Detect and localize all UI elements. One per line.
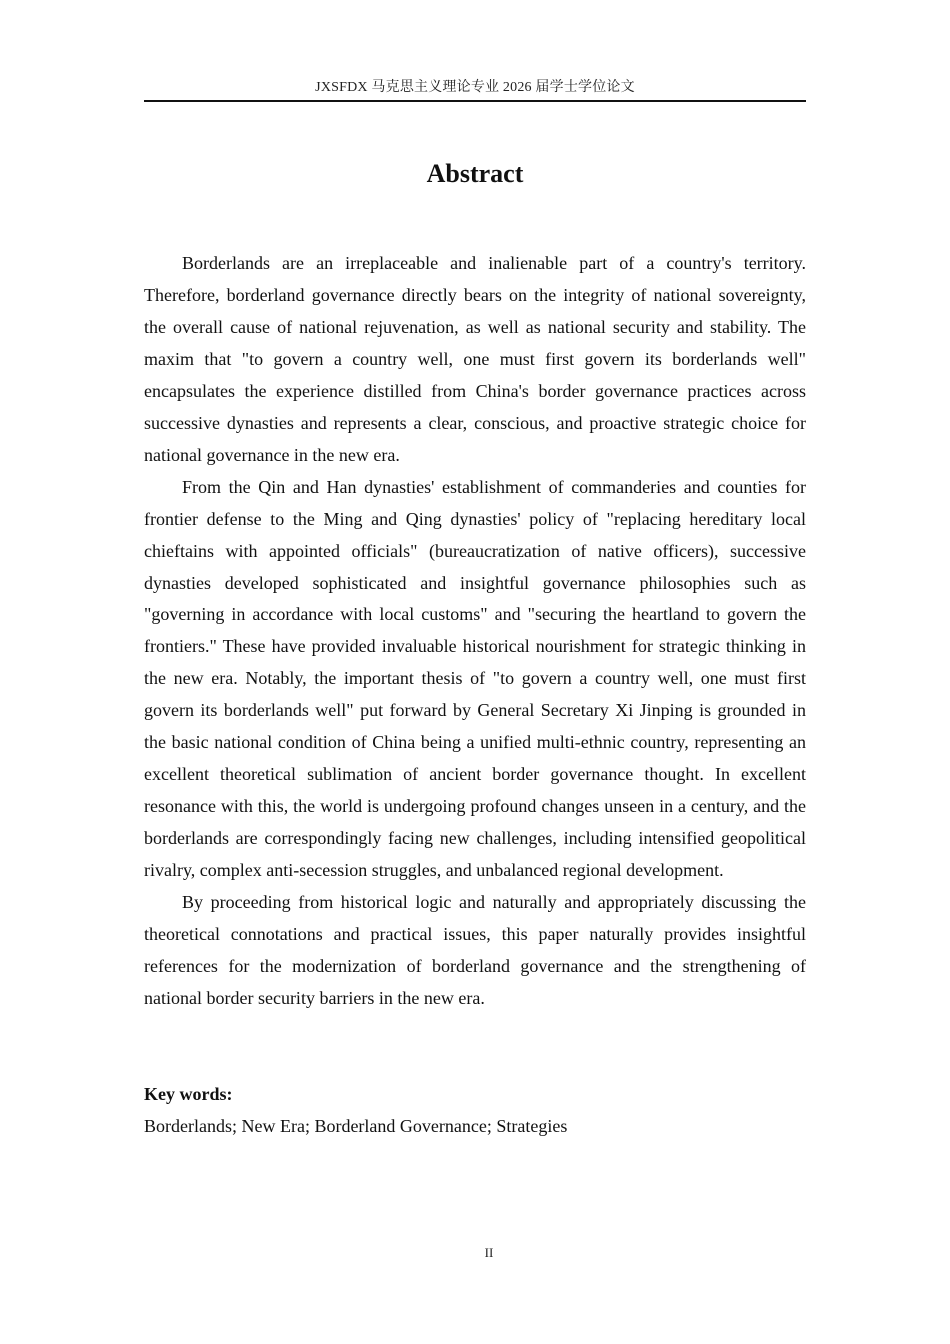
- abstract-paragraph-1: Borderlands are an irreplaceable and inalienable part of a country's territory. Therefore, borderland governance directly bears on the integrity of national sovereignty, the overall cause of national rejuvenation, as well as national security and stability. The maxim that "to govern a country well, one must first govern its borderlands well" encapsulates the experience distilled from China's border governance practices across successive dynasties and represents a clear, conscious, and proactive strategic choice for national governance in the new era.: [144, 253, 806, 465]
- running-header: JXSFDX 马克思主义理论专业 2026 届学士学位论文: [315, 80, 635, 95]
- abstract-paragraph-3: By proceeding from historical logic and naturally and appropriately discussing the theoretical connotations and practical issues, this paper naturally provides insightful references for the modernization of borderland governance and the strengthening of national border security barriers in the new era.: [144, 892, 806, 1008]
- abstract-paragraph-2: From the Qin and Han dynasties' establishment of commanderies and counties for frontier defense to the Ming and Qing dynasties' policy of "replacing hereditary local chieftains with appointed officials" (bureaucratization of native officers), successive dynasties developed sophisticated and insightful governance philosophies such as "governing in accordance with local customs" and "securing the heartland to govern the frontiers." These have provided invaluable historical nourishment for strategic thinking in the new era. Notably, the important thesis of "to govern a country well, one must first govern its borderlands well" put forward by General Secretary Xi Jinping is grounded in the basic national condition of China being a unified multi-ethnic country, representing an excellent theoretical sublimation of ancient border governance thought. In excellent resonance with this, the world is undergoing profound changes unseen in a century, and the borderlands are correspondingly facing new challenges, including intensified geopolitical rivalry, complex anti-secession struggles, and unbalanced regional development.: [144, 476, 806, 881]
- abstract-body: [144, 248, 806, 1015]
- page-number: II: [484, 1245, 494, 1260]
- header-rule: [144, 100, 806, 102]
- keywords-heading: Key words:: [144, 1084, 233, 1104]
- keywords-list: Borderlands; New Era; Borderland Governance; Strategies: [144, 1116, 568, 1136]
- abstract-title: Abstract: [426, 159, 524, 188]
- keywords-section: [144, 1078, 806, 1142]
